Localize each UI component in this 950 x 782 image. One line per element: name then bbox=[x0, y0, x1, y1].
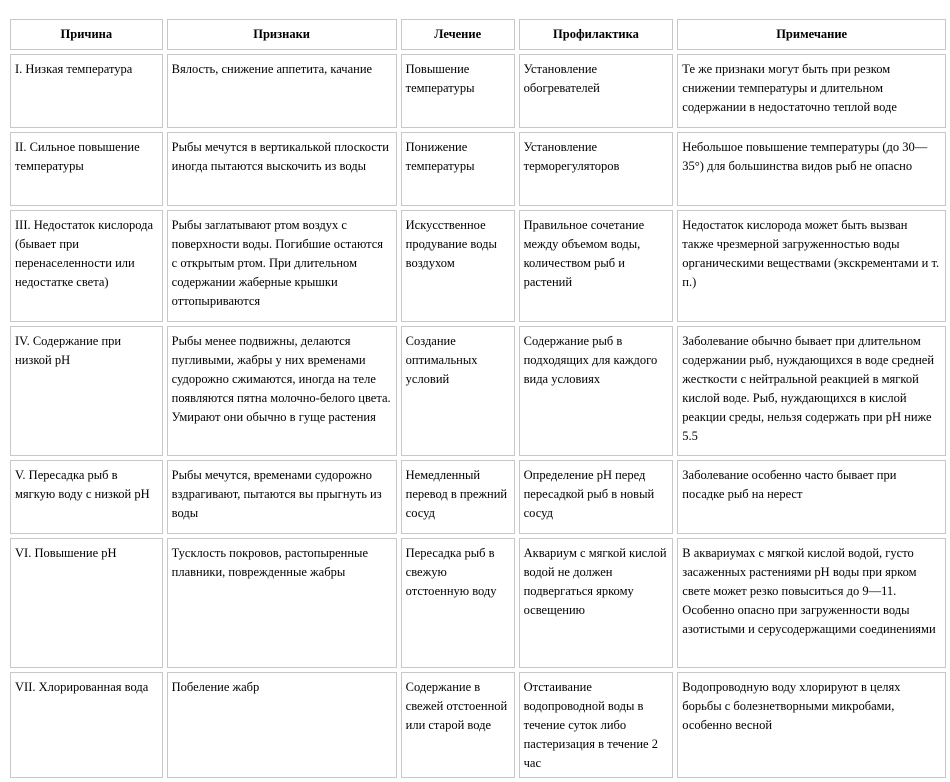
cell-cause: I. Низкая температура bbox=[10, 54, 163, 128]
cell-treatment: Пересадка рыб в свежую отстоенную воду bbox=[401, 538, 515, 668]
cell-cause: VII. Хлорированная вода bbox=[10, 672, 163, 778]
cell-symptoms: Побеление жабр bbox=[167, 672, 397, 778]
header-treatment: Лечение bbox=[401, 19, 515, 50]
header-cause: Причина bbox=[10, 19, 163, 50]
cell-cause: IV. Содержание при низкой рН bbox=[10, 326, 163, 456]
cell-note: В аквариумах с мягкой кислой водой, густо засаженных растениями рН воды при ярком свете может резко повыситься до 9—11. Особенно опасно при загруженности воды азотистыми и серусодержащими соединениями bbox=[677, 538, 946, 668]
cell-note: Заболевание особенно часто бывает при посадке рыб на нерест bbox=[677, 460, 946, 534]
cell-prevention: Аквариум с мягкой кислой водой не должен подвергаться яркому освещению bbox=[519, 538, 674, 668]
cell-note: Небольшое повышение температуры (до 30—35°) для большинства видов рыб не опасно bbox=[677, 132, 946, 206]
fish-disease-table bbox=[6, 15, 950, 782]
cell-note: Те же признаки могут быть при резком снижении температуры и длительном содержании в недостаточно теплой воде bbox=[677, 54, 946, 128]
header-note: Примечание bbox=[677, 19, 946, 50]
cell-cause: V. Пересадка рыб в мягкую воду с низкой рН bbox=[10, 460, 163, 534]
cell-prevention: Определение рН перед пересадкой рыб в новый сосуд bbox=[519, 460, 674, 534]
cell-prevention: Установление обогревателей bbox=[519, 54, 674, 128]
cell-symptoms: Рыбы заглатывают ртом воздух с поверхности воды. Погибшие остаются с открытым ртом. При длительном содержании жаберные крышки оттопыриваются bbox=[167, 210, 397, 322]
cell-symptoms: Вялость, снижение аппетита, качание bbox=[167, 54, 397, 128]
cell-note: Водопроводную воду хлорируют в целях борьбы с болезнетворными микробами, особенно весной bbox=[677, 672, 946, 778]
cell-treatment: Создание оптимальных условий bbox=[401, 326, 515, 456]
cell-note: Недостаток кислорода может быть вызван также чрезмерной загруженностью воды органическими веществами (экскрементами и т. п.) bbox=[677, 210, 946, 322]
cell-treatment: Немедленный перевод в прежний сосуд bbox=[401, 460, 515, 534]
cell-prevention: Отстаивание водопроводной воды в течение суток либо пастеризация в течение 2 час bbox=[519, 672, 674, 778]
table-row bbox=[10, 132, 946, 206]
table-row bbox=[10, 326, 946, 456]
cell-treatment: Содержание в свежей отстоенной или старой воде bbox=[401, 672, 515, 778]
table-row bbox=[10, 210, 946, 322]
header-symptoms: Признаки bbox=[167, 19, 397, 50]
table-row bbox=[10, 54, 946, 128]
header-prevention: Профилактика bbox=[519, 19, 674, 50]
table-row bbox=[10, 460, 946, 534]
cell-treatment: Искусственное продувание воды воздухом bbox=[401, 210, 515, 322]
cell-treatment: Понижение температуры bbox=[401, 132, 515, 206]
cell-cause: II. Сильное повышение температуры bbox=[10, 132, 163, 206]
cell-treatment: Повышение температуры bbox=[401, 54, 515, 128]
table-row bbox=[10, 672, 946, 778]
cell-symptoms: Рыбы мечутся, временами судорожно вздрагивают, пытаются вы прыгнуть из воды bbox=[167, 460, 397, 534]
cell-cause: III. Недостаток кислорода (бывает при перенаселенности или недостатке света) bbox=[10, 210, 163, 322]
table-row bbox=[10, 538, 946, 668]
cell-prevention: Правильное сочетание между объемом воды, количеством рыб и растений bbox=[519, 210, 674, 322]
cell-symptoms: Рыбы мечутся в вертикалькой плоскости иногда пытаются выскочить из воды bbox=[167, 132, 397, 206]
cell-prevention: Установление терморегуляторов bbox=[519, 132, 674, 206]
cell-note: Заболевание обычно бывает при длительном содержании рыб, нуждающихся в воде средней жесткости с нейтральной реакцией в мягкой кислой воде. Рыб, нуждающихся в кислой реакции среды, нельзя содержать при рН ниже 5.5 bbox=[677, 326, 946, 456]
cell-symptoms: Рыбы менее подвижны, делаются пугливыми, жабры у них временами судорожно сжимаются, иногда на теле появляются пятна молочно-белого цвета. Умирают они обычно в гуще растения bbox=[167, 326, 397, 456]
cell-symptoms: Тусклость покровов, растопыренные плавники, поврежденные жабры bbox=[167, 538, 397, 668]
table-header-row bbox=[10, 19, 946, 50]
cell-prevention: Содержание рыб в подходящих для каждого вида условиях bbox=[519, 326, 674, 456]
cell-cause: VI. Повышение рН bbox=[10, 538, 163, 668]
disease-table-wrapper bbox=[6, 15, 950, 782]
